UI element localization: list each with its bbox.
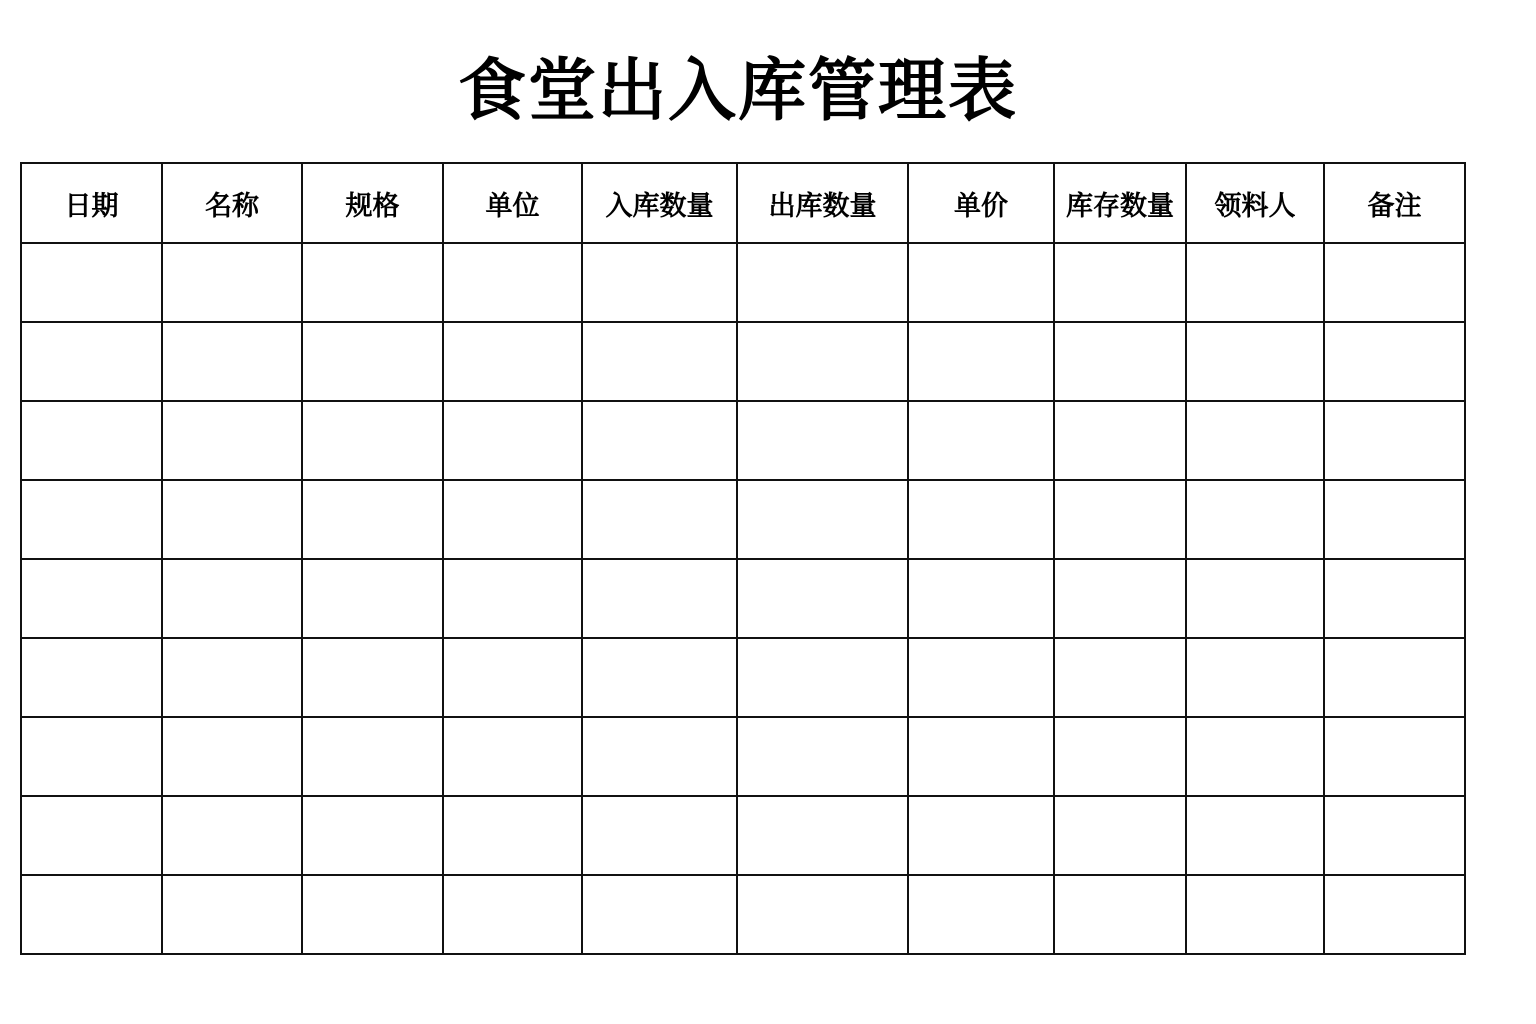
table-cell-unit[interactable] <box>443 717 582 796</box>
table-cell-spec[interactable] <box>302 796 443 875</box>
table-cell-stock_qty[interactable] <box>1054 322 1186 401</box>
table-row <box>21 875 1465 954</box>
table-cell-recipient[interactable] <box>1186 875 1324 954</box>
table-cell-unit[interactable] <box>443 638 582 717</box>
table-body <box>21 243 1465 954</box>
table-cell-name[interactable] <box>162 243 302 322</box>
table-cell-date[interactable] <box>21 875 162 954</box>
table-cell-unit_price[interactable] <box>908 322 1054 401</box>
table-cell-unit_price[interactable] <box>908 796 1054 875</box>
table-cell-unit[interactable] <box>443 401 582 480</box>
table-header <box>21 163 1465 243</box>
table-cell-remarks[interactable] <box>1324 638 1465 717</box>
table-cell-spec[interactable] <box>302 322 443 401</box>
table-cell-in_qty[interactable] <box>582 322 737 401</box>
table-cell-unit[interactable] <box>443 796 582 875</box>
table-cell-spec[interactable] <box>302 638 443 717</box>
table-cell-name[interactable] <box>162 559 302 638</box>
table-cell-name[interactable] <box>162 480 302 559</box>
table-cell-in_qty[interactable] <box>582 401 737 480</box>
table-cell-stock_qty[interactable] <box>1054 717 1186 796</box>
column-header-in-qty: 入库数量 <box>582 163 737 243</box>
header-row <box>21 163 1465 243</box>
table-cell-unit[interactable] <box>443 243 582 322</box>
column-header-unit: 单位 <box>443 163 582 243</box>
table-cell-unit_price[interactable] <box>908 875 1054 954</box>
table-cell-out_qty[interactable] <box>737 717 908 796</box>
column-header-name: 名称 <box>162 163 302 243</box>
table-cell-in_qty[interactable] <box>582 638 737 717</box>
table-row <box>21 638 1465 717</box>
table-cell-name[interactable] <box>162 401 302 480</box>
column-header-out-qty: 出库数量 <box>737 163 908 243</box>
table-cell-remarks[interactable] <box>1324 243 1465 322</box>
table-cell-remarks[interactable] <box>1324 875 1465 954</box>
table-cell-spec[interactable] <box>302 480 443 559</box>
table-cell-in_qty[interactable] <box>582 559 737 638</box>
table-cell-unit[interactable] <box>443 480 582 559</box>
table-cell-stock_qty[interactable] <box>1054 638 1186 717</box>
table-cell-name[interactable] <box>162 796 302 875</box>
table-cell-unit_price[interactable] <box>908 717 1054 796</box>
table-cell-date[interactable] <box>21 322 162 401</box>
table-row <box>21 243 1465 322</box>
table-cell-recipient[interactable] <box>1186 243 1324 322</box>
column-header-stock-qty: 库存数量 <box>1054 163 1186 243</box>
table-cell-out_qty[interactable] <box>737 875 908 954</box>
table-row <box>21 796 1465 875</box>
table-cell-unit_price[interactable] <box>908 243 1054 322</box>
table-cell-out_qty[interactable] <box>737 243 908 322</box>
table-cell-out_qty[interactable] <box>737 322 908 401</box>
table-cell-remarks[interactable] <box>1324 717 1465 796</box>
table-cell-in_qty[interactable] <box>582 875 737 954</box>
table-cell-recipient[interactable] <box>1186 796 1324 875</box>
table-cell-remarks[interactable] <box>1324 480 1465 559</box>
page-title: 食堂出入库管理表 <box>457 52 1018 131</box>
table-cell-name[interactable] <box>162 322 302 401</box>
table-cell-recipient[interactable] <box>1186 322 1324 401</box>
table-cell-in_qty[interactable] <box>582 796 737 875</box>
table-row <box>21 401 1465 480</box>
table-row <box>21 480 1465 559</box>
table-cell-in_qty[interactable] <box>582 717 737 796</box>
table-cell-recipient[interactable] <box>1186 559 1324 638</box>
table-cell-recipient[interactable] <box>1186 717 1324 796</box>
table-cell-spec[interactable] <box>302 875 443 954</box>
column-header-recipient: 领料人 <box>1186 163 1324 243</box>
table-cell-name[interactable] <box>162 638 302 717</box>
table-cell-date[interactable] <box>21 796 162 875</box>
table-cell-stock_qty[interactable] <box>1054 243 1186 322</box>
table-cell-date[interactable] <box>21 480 162 559</box>
table-row <box>21 559 1465 638</box>
table-cell-recipient[interactable] <box>1186 401 1324 480</box>
table-cell-out_qty[interactable] <box>737 480 908 559</box>
table-cell-date[interactable] <box>21 401 162 480</box>
table-cell-date[interactable] <box>21 638 162 717</box>
table-cell-in_qty[interactable] <box>582 480 737 559</box>
table-cell-remarks[interactable] <box>1324 322 1465 401</box>
column-header-date: 日期 <box>21 163 162 243</box>
table-cell-spec[interactable] <box>302 717 443 796</box>
table-cell-name[interactable] <box>162 875 302 954</box>
table-cell-date[interactable] <box>21 717 162 796</box>
table-cell-out_qty[interactable] <box>737 796 908 875</box>
table-cell-unit_price[interactable] <box>908 559 1054 638</box>
table-cell-out_qty[interactable] <box>737 401 908 480</box>
table-cell-stock_qty[interactable] <box>1054 559 1186 638</box>
table-row <box>21 322 1465 401</box>
table-cell-remarks[interactable] <box>1324 796 1465 875</box>
table-cell-spec[interactable] <box>302 559 443 638</box>
table-cell-name[interactable] <box>162 717 302 796</box>
table-cell-stock_qty[interactable] <box>1054 875 1186 954</box>
column-header-unit-price: 单价 <box>908 163 1054 243</box>
inventory-table <box>20 162 1466 955</box>
column-header-spec: 规格 <box>302 163 443 243</box>
table-cell-out_qty[interactable] <box>737 638 908 717</box>
table-cell-date[interactable] <box>21 243 162 322</box>
column-header-remarks: 备注 <box>1324 163 1465 243</box>
table-cell-remarks[interactable] <box>1324 401 1465 480</box>
table-cell-in_qty[interactable] <box>582 243 737 322</box>
table-cell-unit[interactable] <box>443 875 582 954</box>
table-cell-remarks[interactable] <box>1324 559 1465 638</box>
table-cell-spec[interactable] <box>302 401 443 480</box>
table-cell-out_qty[interactable] <box>737 559 908 638</box>
table-cell-spec[interactable] <box>302 243 443 322</box>
table-cell-stock_qty[interactable] <box>1054 796 1186 875</box>
table-row <box>21 717 1465 796</box>
table-cell-stock_qty[interactable] <box>1054 401 1186 480</box>
table-cell-unit_price[interactable] <box>908 638 1054 717</box>
table-cell-date[interactable] <box>21 559 162 638</box>
table-cell-recipient[interactable] <box>1186 480 1324 559</box>
table-cell-unit_price[interactable] <box>908 401 1054 480</box>
table-cell-unit[interactable] <box>443 322 582 401</box>
table-cell-unit[interactable] <box>443 559 582 638</box>
table-cell-recipient[interactable] <box>1186 638 1324 717</box>
table-cell-unit_price[interactable] <box>908 480 1054 559</box>
table-cell-stock_qty[interactable] <box>1054 480 1186 559</box>
